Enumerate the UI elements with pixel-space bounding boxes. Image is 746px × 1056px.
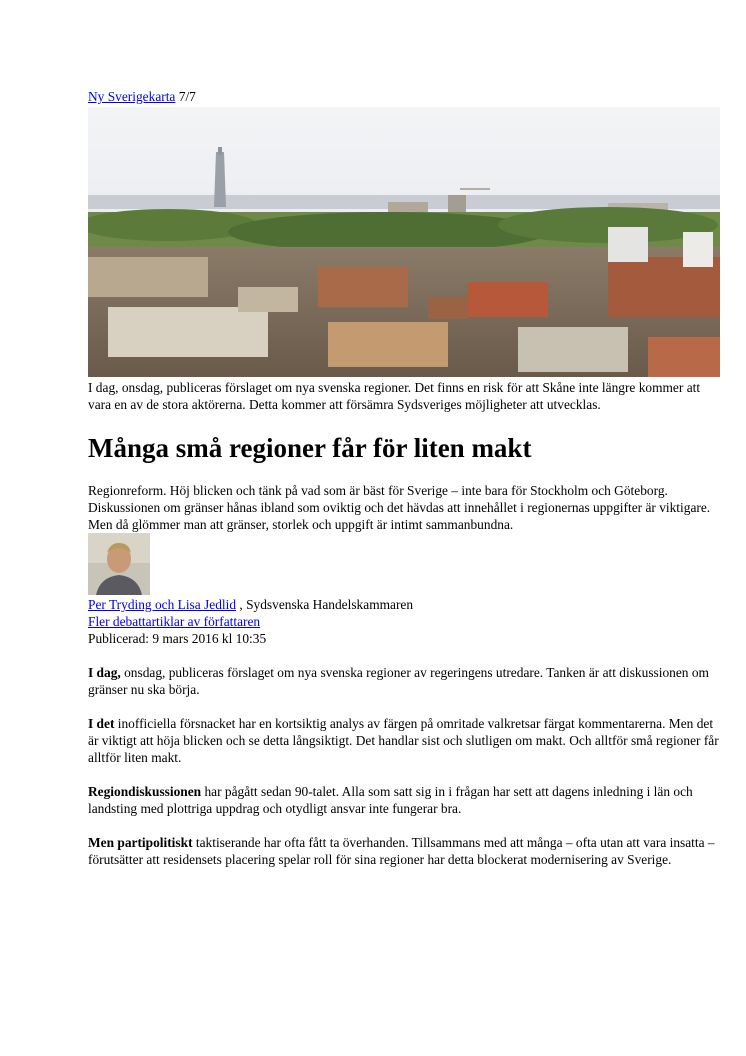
hero-caption: I dag, onsdag, publiceras förslaget om nya svenska regioner. Det finns en risk för att Skåne inte längre kommer att vara en av de stora aktörerna. Detta kommer att försämra Sydsveriges möjligheter att utvecklas. <box>88 380 701 412</box>
series-link[interactable]: Ny Sverigekarta <box>88 89 176 104</box>
body-paragraph: Regiondiskussionen har pågått sedan 90-talet. Alla som satt sig in i frågan har sett att dagens inledning i län och landsting med plottriga uppdrag och otydligt ansvar inte fungerar bra. <box>88 784 693 816</box>
paragraph-lead: I det <box>88 716 115 731</box>
body-paragraph: I det inofficiella försnacket har en kortsiktig analys av färgen på omritade valkretsar färgat kommentarerna. Men det är viktigt att höja blicken och se detta långsiktigt. Det handlar sist och slutligen om makt. Och alltför små regioner får alltför liten makt. <box>88 716 719 765</box>
published-date: Publicerad: 9 mars 2016 kl 10:35 <box>88 631 267 646</box>
article-lead: Regionreform. Höj blicken och tänk på vad som är bäst för Sverige – inte bara för Stockholm och Göteborg. Diskussionen om gränser hånas ibland som oviktig och det hävdas att innehållet i regionernas uppgifter är viktigare. Men då glömmer man att gränser, storlek och uppgift är intimt sammanbundna. <box>88 483 711 532</box>
body-paragraph: Men partipolitiskt taktiserande har ofta fått ta överhanden. Tillsammans med att många – ofta utan att vara insatta – förutsätter att residensets placering spelar roll för sina regioner har detta blockerat modernisering av Sverige. <box>88 835 715 867</box>
paragraph-lead: Regiondiskussionen <box>88 784 202 799</box>
author-photo <box>88 533 150 595</box>
series-count: 7/7 <box>178 89 196 104</box>
paragraph-lead: Men partipolitiskt <box>88 835 193 850</box>
byline <box>88 596 720 647</box>
series-nav <box>88 88 720 105</box>
author-link[interactable]: Per Tryding och Lisa Jedlid <box>88 597 237 612</box>
more-articles-link[interactable]: Fler debattartiklar av författaren <box>88 614 261 629</box>
body-paragraph: I dag, onsdag, publiceras förslaget om nya svenska regioner av regeringens utredare. Tanken är att diskussionen om gränser nu ska börja. <box>88 665 709 697</box>
page-title: Många små regioner får för liten makt <box>88 433 532 463</box>
paragraph-lead: I dag, <box>88 665 121 680</box>
article <box>88 88 720 885</box>
hero-image <box>88 107 720 377</box>
author-organization: , Sydsvenska Handelskammaren <box>236 597 414 612</box>
